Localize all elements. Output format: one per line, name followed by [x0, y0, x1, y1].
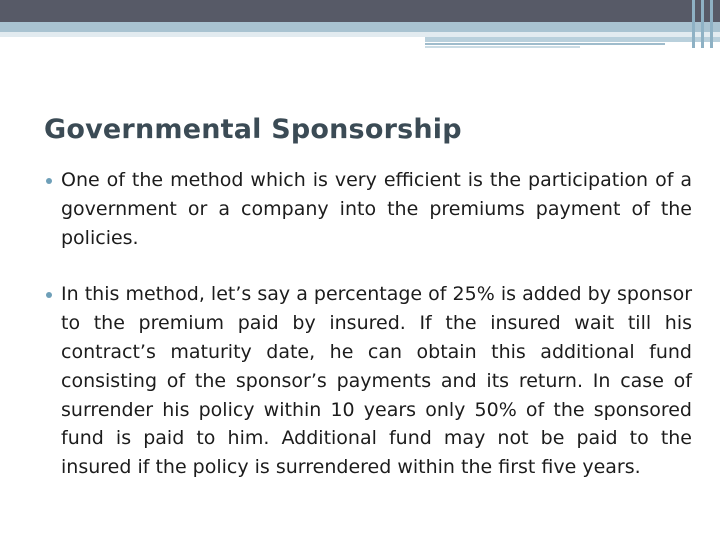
- decorative-stripe: [425, 43, 665, 45]
- bullet-text: In this method, let’s say a percentage of 25% is added by sponsor to the premium paid by insured. If the insured wait till his contract’s maturity date, he can obtain this additional fund consisting of the sponsor’s payments and its return. In case of surrender his policy within 10 years only 50% of the sponsored fund is paid to him. Additional fund may not be paid to the insured if the policy is surrendered within the first five years.: [61, 283, 692, 479]
- header-band: [0, 0, 720, 22]
- bullet-item: [44, 166, 692, 252]
- decorative-stripe: [425, 37, 720, 42]
- decorative-stripe: [425, 46, 580, 48]
- bullet-dot-icon: [46, 178, 52, 184]
- slide-title: Governmental Sponsorship: [44, 114, 462, 145]
- corner-decoration: [688, 0, 720, 48]
- bullet-item: [44, 280, 692, 482]
- bullet-dot-icon: [46, 292, 52, 298]
- bullet-text: One of the method which is very efficient is the participation of a government or a company into the premiums payment of the policies.: [61, 169, 692, 249]
- bullet-list: [44, 166, 692, 482]
- header-accent-stripe: [0, 22, 720, 32]
